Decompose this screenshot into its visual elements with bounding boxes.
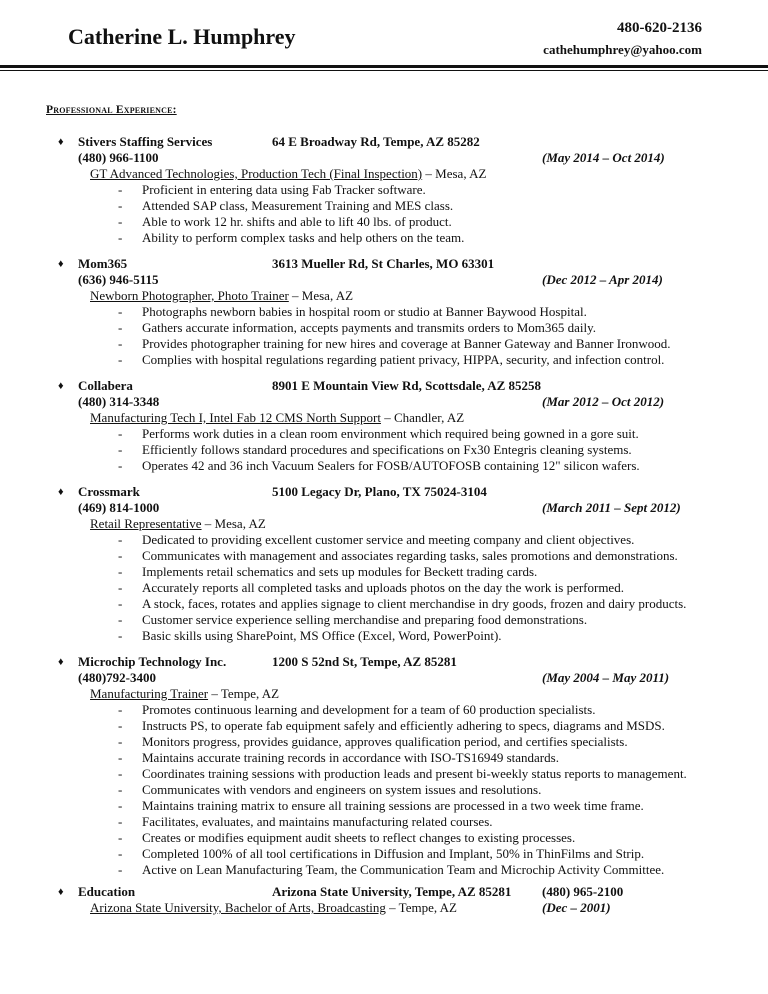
- dash-bullet: -: [118, 198, 123, 213]
- degree-location: – Tempe, AZ: [385, 900, 457, 915]
- duty-text: Proficient in entering data using Fab Tracker software.: [142, 182, 426, 197]
- duty-text: Gathers accurate information, accepts payments and transmits orders to Mom365 daily.: [142, 320, 597, 335]
- dash-bullet: -: [118, 596, 123, 611]
- dash-bullet: -: [118, 442, 123, 457]
- job-header-row: [0, 256, 768, 272]
- duty-text: Basic skills using SharePoint, MS Office (Excel, Word, PowerPoint).: [142, 628, 502, 643]
- experience-list: [0, 134, 768, 926]
- duty-text: Customer service experience selling merchandise and preparing food demonstrations.: [142, 612, 588, 627]
- duty-item: [0, 798, 768, 814]
- job-header-row: [0, 484, 768, 500]
- dash-bullet: -: [118, 304, 123, 319]
- duty-list: [0, 182, 768, 246]
- dash-bullet: -: [118, 628, 123, 643]
- resume-email: cathehumphrey@yahoo.com: [543, 42, 702, 57]
- duty-text: Performs work duties in a clean room environment which required being gowned in a gore suit.: [142, 426, 639, 441]
- duty-item: [0, 814, 768, 830]
- company-name: Stivers Staffing Services: [78, 134, 213, 149]
- duty-item: [0, 612, 768, 628]
- degree: Arizona State University, Bachelor of Arts, Broadcasting: [90, 900, 386, 915]
- duty-item: [0, 458, 768, 474]
- dash-bullet: -: [118, 352, 123, 367]
- duty-list: [0, 304, 768, 368]
- job-header-row: [0, 134, 768, 150]
- duty-list: [0, 702, 768, 878]
- duty-item: [0, 214, 768, 230]
- job-entry: [0, 256, 768, 368]
- duty-item: [0, 766, 768, 782]
- company-phone: (480)792-3400: [78, 670, 156, 685]
- dash-bullet: -: [118, 532, 123, 547]
- dash-bullet: -: [118, 336, 123, 351]
- duty-text: Attended SAP class, Measurement Training and MES class.: [142, 198, 454, 213]
- duty-item: [0, 426, 768, 442]
- duty-item: [0, 628, 768, 644]
- dash-bullet: -: [118, 846, 123, 861]
- job-location: – Chandler, AZ: [380, 410, 465, 425]
- duty-text: Coordinates training sessions with production leads and present bi-weekly status reports to management.: [142, 766, 687, 781]
- company-name: Crossmark: [78, 484, 140, 499]
- job-contact-row: [0, 500, 768, 516]
- duty-text: Complies with hospital regulations regarding patient privacy, HIPPA, security, and infection control.: [142, 352, 665, 367]
- dash-bullet: -: [118, 814, 123, 829]
- job-title: Newborn Photographer, Photo Trainer: [90, 288, 289, 303]
- duty-text: Implements retail schematics and sets up modules for Beckett trading cards.: [142, 564, 538, 579]
- diamond-bullet-icon: ♦: [58, 886, 64, 898]
- job-location: – Tempe, AZ: [208, 686, 280, 701]
- duty-text: Active on Lean Manufacturing Team, the Communication Team and Microchip Activity Committee.: [142, 862, 665, 877]
- job-location: – Mesa, AZ: [201, 516, 266, 531]
- duty-item: [0, 182, 768, 198]
- duty-text: Communicates with management and associates regarding tasks, sales promotions and demonstrations.: [142, 548, 678, 563]
- dash-bullet: -: [118, 750, 123, 765]
- duty-item: [0, 596, 768, 612]
- job-dates: (Mar 2012 – Oct 2012): [542, 394, 665, 409]
- duty-text: Provides photographer training for new hires and coverage at Banner Gateway and Banner Ironwood.: [142, 336, 671, 351]
- duty-text: Facilitates, evaluates, and maintains manufacturing related courses.: [142, 814, 493, 829]
- dash-bullet: -: [118, 612, 123, 627]
- job-contact-row: [0, 150, 768, 166]
- dash-bullet: -: [118, 426, 123, 441]
- job-header-row: [0, 378, 768, 394]
- duty-text: Completed 100% of all tool certifications in Diffusion and Implant, 50% in ThinFilms and Strip.: [142, 846, 645, 861]
- dash-bullet: -: [118, 214, 123, 229]
- company-phone: (480) 314-3348: [78, 394, 160, 409]
- duty-item: [0, 230, 768, 246]
- job-dates: (Dec 2012 – Apr 2014): [542, 272, 663, 287]
- dash-bullet: -: [118, 718, 123, 733]
- duty-item: [0, 718, 768, 734]
- diamond-bullet-icon: ♦: [58, 656, 64, 668]
- company-address: 8901 E Mountain View Rd, Scottsdale, AZ 85258: [272, 378, 542, 393]
- resume-name: Catherine L. Humphrey: [68, 24, 296, 49]
- dash-bullet: -: [118, 862, 123, 877]
- duty-item: [0, 750, 768, 766]
- dash-bullet: -: [118, 230, 123, 245]
- dash-bullet: -: [118, 320, 123, 335]
- duty-text: Photographs newborn babies in hospital room or studio at Banner Baywood Hospital.: [142, 304, 587, 319]
- education-label: Education: [78, 884, 136, 899]
- duty-item: [0, 304, 768, 320]
- diamond-bullet-icon: ♦: [58, 258, 64, 270]
- header-divider-thick: [0, 65, 768, 68]
- diamond-bullet-icon: ♦: [58, 136, 64, 148]
- job-title-row: [0, 288, 768, 304]
- company-phone: (480) 966-1100: [78, 150, 159, 165]
- education-header-row: [0, 884, 768, 900]
- dash-bullet: -: [118, 798, 123, 813]
- duty-item: [0, 734, 768, 750]
- company-address: 3613 Mueller Rd, St Charles, MO 63301: [272, 256, 495, 271]
- dash-bullet: -: [118, 182, 123, 197]
- resume-phone: 480-620-2136: [617, 20, 702, 36]
- job-title-row: [0, 516, 768, 532]
- job-title-row: [0, 410, 768, 426]
- duty-item: [0, 862, 768, 878]
- duty-text: Dedicated to providing excellent customer service and meeting company and client objectives.: [142, 532, 635, 547]
- job-contact-row: [0, 394, 768, 410]
- duty-text: Monitors progress, provides guidance, approves qualification period, and certifies specialists.: [142, 734, 628, 749]
- job-title-row: [0, 166, 768, 182]
- job-contact-row: [0, 670, 768, 686]
- diamond-bullet-icon: ♦: [58, 380, 64, 392]
- duty-list: [0, 426, 768, 474]
- duty-text: Instructs PS, to operate fab equipment safely and efficiently adhering to specs, diagrams and MSDS.: [142, 718, 665, 733]
- job-entry: [0, 134, 768, 246]
- duty-item: [0, 352, 768, 368]
- dash-bullet: -: [118, 830, 123, 845]
- job-location: – Mesa, AZ: [422, 166, 487, 181]
- company-name: Mom365: [78, 256, 128, 271]
- duty-text: Operates 42 and 36 inch Vacuum Sealers for FOSB/AUTOFOSB containing 12" silicon wafers.: [142, 458, 640, 473]
- section-title: Professional Experience:: [46, 104, 177, 116]
- duty-text: Maintains accurate training records in accordance with ISO-TS16949 standards.: [142, 750, 559, 765]
- job-title: Manufacturing Tech I, Intel Fab 12 CMS North Support: [90, 410, 381, 425]
- job-entry: [0, 654, 768, 878]
- duty-item: [0, 782, 768, 798]
- duty-text: A stock, faces, rotates and applies signage to client merchandise in dry goods, frozen and dairy products.: [142, 596, 687, 611]
- dash-bullet: -: [118, 580, 123, 595]
- company-name: Microchip Technology Inc.: [78, 654, 227, 669]
- header-divider-thin: [0, 70, 768, 71]
- duty-item: [0, 320, 768, 336]
- duty-text: Able to work 12 hr. shifts and able to lift 40 lbs. of product.: [142, 214, 452, 229]
- duty-text: Efficiently follows standard procedures and specifications on Fx30 Entegris cleaning systems.: [142, 442, 632, 457]
- duty-text: Creates or modifies equipment audit sheets to reflect changes to existing processes.: [142, 830, 576, 845]
- company-name: Collabera: [78, 378, 133, 393]
- company-address: 1200 S 52nd St, Tempe, AZ 85281: [272, 654, 457, 669]
- duty-text: Communicates with vendors and engineers on system issues and resolutions.: [142, 782, 542, 797]
- duty-text: Maintains training matrix to ensure all training sessions are processed in a two week time frame.: [142, 798, 644, 813]
- company-address: 5100 Legacy Dr, Plano, TX 75024-3104: [272, 484, 487, 499]
- duty-list: [0, 532, 768, 644]
- dash-bullet: -: [118, 766, 123, 781]
- job-header-row: [0, 654, 768, 670]
- duty-item: [0, 336, 768, 352]
- dash-bullet: -: [118, 458, 123, 473]
- duty-item: [0, 564, 768, 580]
- degree-dates: (Dec – 2001): [542, 900, 611, 915]
- education-entry: [0, 884, 768, 916]
- job-dates: (May 2004 – May 2011): [542, 670, 670, 685]
- duty-item: [0, 442, 768, 458]
- job-contact-row: [0, 272, 768, 288]
- job-location: – Mesa, AZ: [288, 288, 354, 303]
- job-dates: (May 2014 – Oct 2014): [542, 150, 665, 165]
- duty-text: Promotes continuous learning and development for a team of 60 production specialists.: [142, 702, 596, 717]
- job-entry: [0, 378, 768, 474]
- duty-item: [0, 532, 768, 548]
- duty-item: [0, 846, 768, 862]
- duty-item: [0, 580, 768, 596]
- duty-text: Accurately reports all completed tasks and uploads photos on the day the work is performed.: [142, 580, 624, 595]
- degree-row: [0, 900, 768, 916]
- job-title: Manufacturing Trainer: [90, 686, 209, 701]
- dash-bullet: -: [118, 548, 123, 563]
- duty-item: [0, 548, 768, 564]
- duty-item: [0, 702, 768, 718]
- dash-bullet: -: [118, 564, 123, 579]
- duty-text: Ability to perform complex tasks and help others on the team.: [142, 230, 465, 245]
- duty-item: [0, 830, 768, 846]
- company-phone: (636) 946-5115: [78, 272, 159, 287]
- school-phone: (480) 965-2100: [542, 884, 624, 899]
- duty-item: [0, 198, 768, 214]
- job-title: Retail Representative: [90, 516, 202, 531]
- dash-bullet: -: [118, 782, 123, 797]
- dash-bullet: -: [118, 734, 123, 749]
- job-title-row: [0, 686, 768, 702]
- school-address: Arizona State University, Tempe, AZ 85281: [272, 884, 512, 899]
- job-dates: (March 2011 – Sept 2012): [542, 500, 681, 515]
- job-entry: [0, 484, 768, 644]
- job-title: GT Advanced Technologies, Production Tech (Final Inspection): [90, 166, 423, 181]
- company-address: 64 E Broadway Rd, Tempe, AZ 85282: [272, 134, 480, 149]
- dash-bullet: -: [118, 702, 123, 717]
- diamond-bullet-icon: ♦: [58, 486, 64, 498]
- company-phone: (469) 814-1000: [78, 500, 160, 515]
